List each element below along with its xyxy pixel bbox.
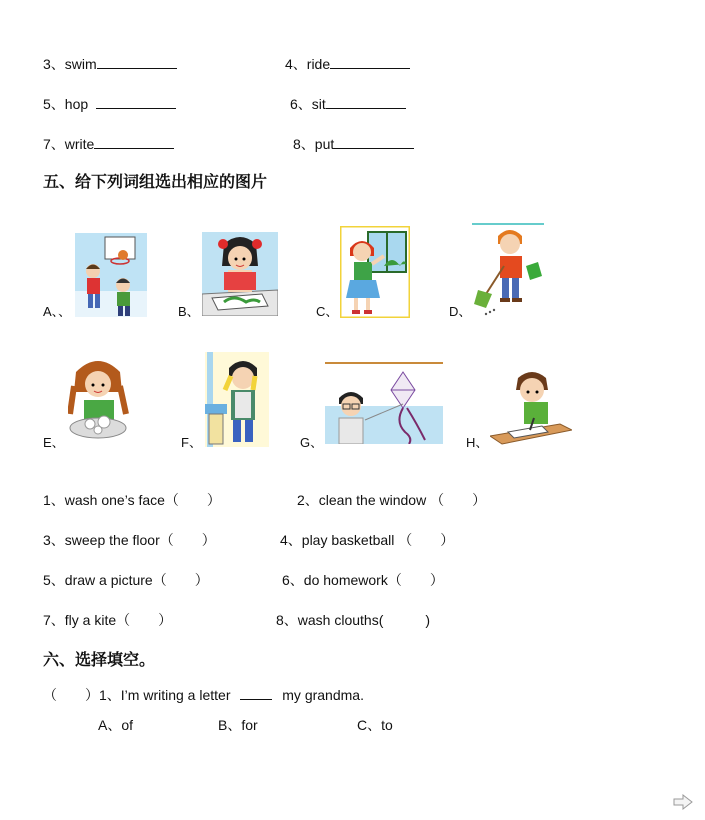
phrase-4: 4、play basketball （ ）: [280, 532, 455, 548]
phrase-3: 3、sweep the floor（ ）: [43, 532, 216, 548]
fill-item-8: 8、put: [293, 135, 414, 153]
fill-item-3: 3、swim: [43, 55, 177, 73]
fill-item-7: 7、write: [43, 135, 174, 153]
picture-label-e: E、: [43, 435, 65, 450]
girl-flying-kite: [325, 362, 443, 444]
phrase-8: 8、wash clouths( ): [276, 612, 431, 628]
option-c: C、to: [357, 717, 393, 733]
answer-blank[interactable]: [334, 136, 414, 149]
phrase-7: 7、fly a kite（ ）: [43, 612, 173, 628]
boy-doing-homework: [490, 366, 572, 448]
picture-label-c: C、: [316, 304, 339, 319]
option-b: B、for: [218, 717, 258, 733]
next-page-arrow-icon[interactable]: [673, 794, 693, 810]
question-1-suffix: my grandma.: [282, 687, 364, 703]
answer-blank[interactable]: [97, 56, 177, 69]
phrase-2: 2、clean the window （ ）: [297, 492, 487, 508]
answer-blank[interactable]: [326, 96, 406, 109]
option-a: A、of: [98, 717, 134, 733]
boys-playing-basketball-picture: [75, 233, 147, 317]
answer-blank[interactable]: [330, 56, 410, 69]
picture-label-b: B、: [178, 304, 200, 319]
boy-washing-face: [205, 352, 269, 447]
boy-sweeping-floor: [472, 222, 544, 318]
answer-blank[interactable]: [94, 136, 174, 149]
answer-blank[interactable]: [240, 687, 272, 700]
picture-label-f: F、: [181, 435, 202, 450]
fill-item-6: 6、sit: [290, 95, 406, 113]
phrase-5: 5、draw a picture（ ）: [43, 572, 209, 588]
girl-washing-clothes: [68, 352, 132, 444]
phrase-1: 1、wash one’s face（ ）: [43, 492, 221, 508]
question-1-prefix: （ ）1、I’m writing a letter: [43, 687, 231, 703]
picture-label-g: G、: [300, 435, 324, 450]
section-5-title: 五、给下列词组选出相应的图片: [43, 172, 268, 191]
picture-label-h: H、: [466, 435, 489, 450]
fill-item-4: 4、ride: [285, 55, 410, 73]
answer-blank[interactable]: [96, 96, 176, 109]
section-6-title: 六、选择填空。: [43, 650, 156, 669]
girl-cleaning-window: [340, 226, 410, 318]
picture-label-d: D、: [449, 304, 472, 319]
girl-drawing-picture: [202, 232, 278, 316]
fill-item-5: 5、hop: [43, 95, 176, 113]
question-1: [43, 686, 364, 704]
phrase-6: 6、do homework（ ）: [282, 572, 444, 588]
picture-label-a: A、、: [43, 304, 72, 319]
